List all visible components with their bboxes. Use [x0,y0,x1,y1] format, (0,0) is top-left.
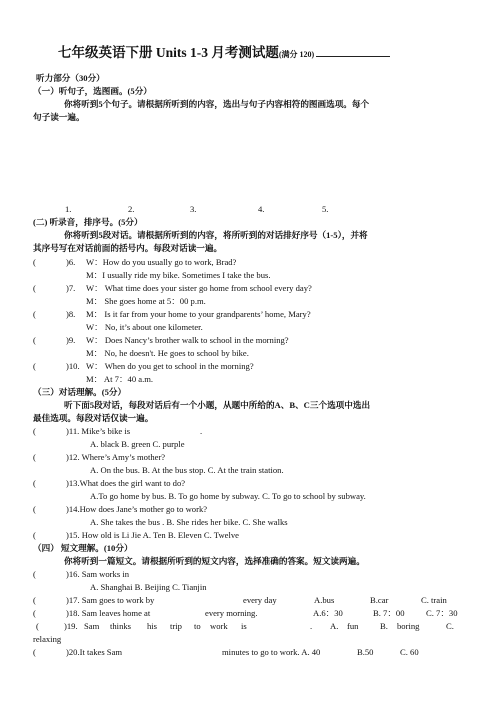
q19-option-label: B. [380,621,388,631]
part2-header: (二) 听录音，排序号。(5分） [33,217,143,227]
dialogue-answer: W： No, it’s about one kilometer. [86,322,203,332]
listening-header: 听力部分（30分） [36,73,105,83]
q19-option-b: boring [397,621,420,631]
question-19: )19. [64,621,78,631]
dialogue-question: W： What time does your sister go home from school every day? [86,283,312,293]
part1-instruction-l1: 你将听到5个句子。请根据所听到的内容，选出与句子内容相符的图画选项。每个 [64,99,370,109]
question-16-options: A. Shanghai B. Beijing C. Tianjin [90,582,207,592]
question-18-part-a: every morning. [205,608,258,618]
q19-option-label: A. [330,621,339,631]
part3-instruction-l1: 听下面5段对话，每段对话后有一个小题，从题中所给的A、B、C三个选项中选出 [64,400,371,410]
question-20-part-a: minutes to go to work. A. 40 [222,647,321,657]
question-17-option-c: C. train [421,595,447,605]
question-17-option-b: B.car [370,595,389,605]
picture-number-2: 2. [128,204,135,214]
question-text: )15. How old is Li Jie A. Ten B. Eleven C. Twelve [66,530,239,540]
q19-word: his [147,621,158,631]
answer-paren: ( [36,621,39,631]
q19-word: . [310,621,313,631]
title-score: (满分 120) [278,50,315,59]
part1-instruction-l2: 句子读一遍。 [33,112,85,122]
question-options: A.To go home by bus. B. To go home by subway. C. To go to school by subway. [90,491,366,501]
part3-header: （三）对话理解。(5分） [33,387,127,397]
dialogue-answer: M：I usually ride my bike. Sometimes I take the bus. [86,270,271,280]
dialogue-question: W： When do you get to school in the morning? [86,361,254,371]
part1-header: （一）听句子，选图画。(5分） [33,86,152,96]
picture-number-4: 4. [258,204,265,214]
q19-word: thinks [110,621,132,631]
question-20: )20.It takes Sam [66,647,123,657]
question-18-option-c: C. 7：30 [426,608,458,618]
picture-number-1: 1. [65,204,72,214]
question-text: )14.How does Jane’s mother go to work? [66,504,208,514]
answer-paren: ( [33,361,36,371]
question-18-option-b: B. 7：00 [373,608,405,618]
q19-word: trip [170,621,182,631]
dialogue-question: W： Does Nancy’s brother walk to school in the morning? [86,335,289,345]
question-18-option-a: A.6：30 [313,608,343,618]
question-17-part-a: every day [243,595,277,605]
dialogue-number: )10. [66,361,80,371]
title-main: 七年级英语下册 Units 1-3 月考测试题 [58,45,279,60]
q19-word: work [210,621,228,631]
q19-option-label: C. [446,621,454,631]
answer-paren: ( [33,452,36,462]
dialogue-question: W：How do you usually go to work, Brad? [86,257,237,267]
answer-paren: ( [33,569,36,579]
answer-paren: ( [33,530,36,540]
dialogue-number: )9. [66,335,76,345]
answer-paren: ( [33,335,36,345]
dialogue-question: M： Is it far from your home to your grandparents’ home, Mary? [86,309,311,319]
question-end: . [200,426,203,436]
q19-option-c: relaxing [33,634,62,644]
q19-word: is [241,621,247,631]
question-text: )13.What does the girl want to do? [66,478,186,488]
part2-instruction-l2: 其序号写在对话前面的括号内。每段对话读一遍。 [33,243,223,253]
answer-paren: ( [33,257,36,267]
question-18: )18. Sam leaves home at [66,608,151,618]
dialogue-number: )7. [66,283,76,293]
answer-paren: ( [33,647,36,657]
part2-instruction-l1: 你将听到5段对话。请根据所听到的内容，将所听到的对话排好序号（1-5），并将 [64,230,368,240]
answer-paren: ( [33,504,36,514]
title-blank-line [316,44,390,57]
q19-word: to [194,621,201,631]
question-text: )12. Where’s Amy’s mother? [66,452,166,462]
dialogue-answer: M： No, he doesn't. He goes to school by bike. [86,348,249,358]
answer-paren: ( [33,283,36,293]
part3-instruction-l2: 最佳选项。每段对话仅读一遍。 [33,413,154,423]
dialogue-number: )6. [66,257,76,267]
picture-number-5: 5. [322,204,329,214]
question-20-option-b: B.50 [357,647,374,657]
part4-header: （四） 短文理解。(10分） [33,543,133,553]
question-options: A. She takes the bus . B. She rides her bike. C. She walks [90,517,288,527]
question-options: A. On the bus. B. At the bus stop. C. At the train station. [90,465,284,475]
question-17: )17. Sam goes to work by [66,595,155,605]
page-title [58,44,390,63]
question-16: )16. Sam works in [66,569,130,579]
q19-word: Sam [84,621,100,631]
part4-instruction: 你将听到一篇短文。请根据所听到的短文内容，选择准确的答案。短文读两遍。 [64,556,365,566]
question-20-option-c: C. 60 [400,647,419,657]
answer-paren: ( [33,595,36,605]
question-17-option-a: A.bus [314,595,335,605]
answer-paren: ( [33,426,36,436]
question-text: )11. Mike’s bike is [66,426,131,436]
q19-option-a: fun [347,621,359,631]
answer-paren: ( [33,309,36,319]
question-options: A. black B. green C. purple [90,439,185,449]
dialogue-answer: M： At 7：40 a.m. [86,374,154,384]
dialogue-number: )8. [66,309,76,319]
dialogue-answer: M： She goes home at 5：00 p.m. [86,296,206,306]
picture-number-3: 3. [190,204,197,214]
answer-paren: ( [33,608,36,618]
answer-paren: ( [33,478,36,488]
